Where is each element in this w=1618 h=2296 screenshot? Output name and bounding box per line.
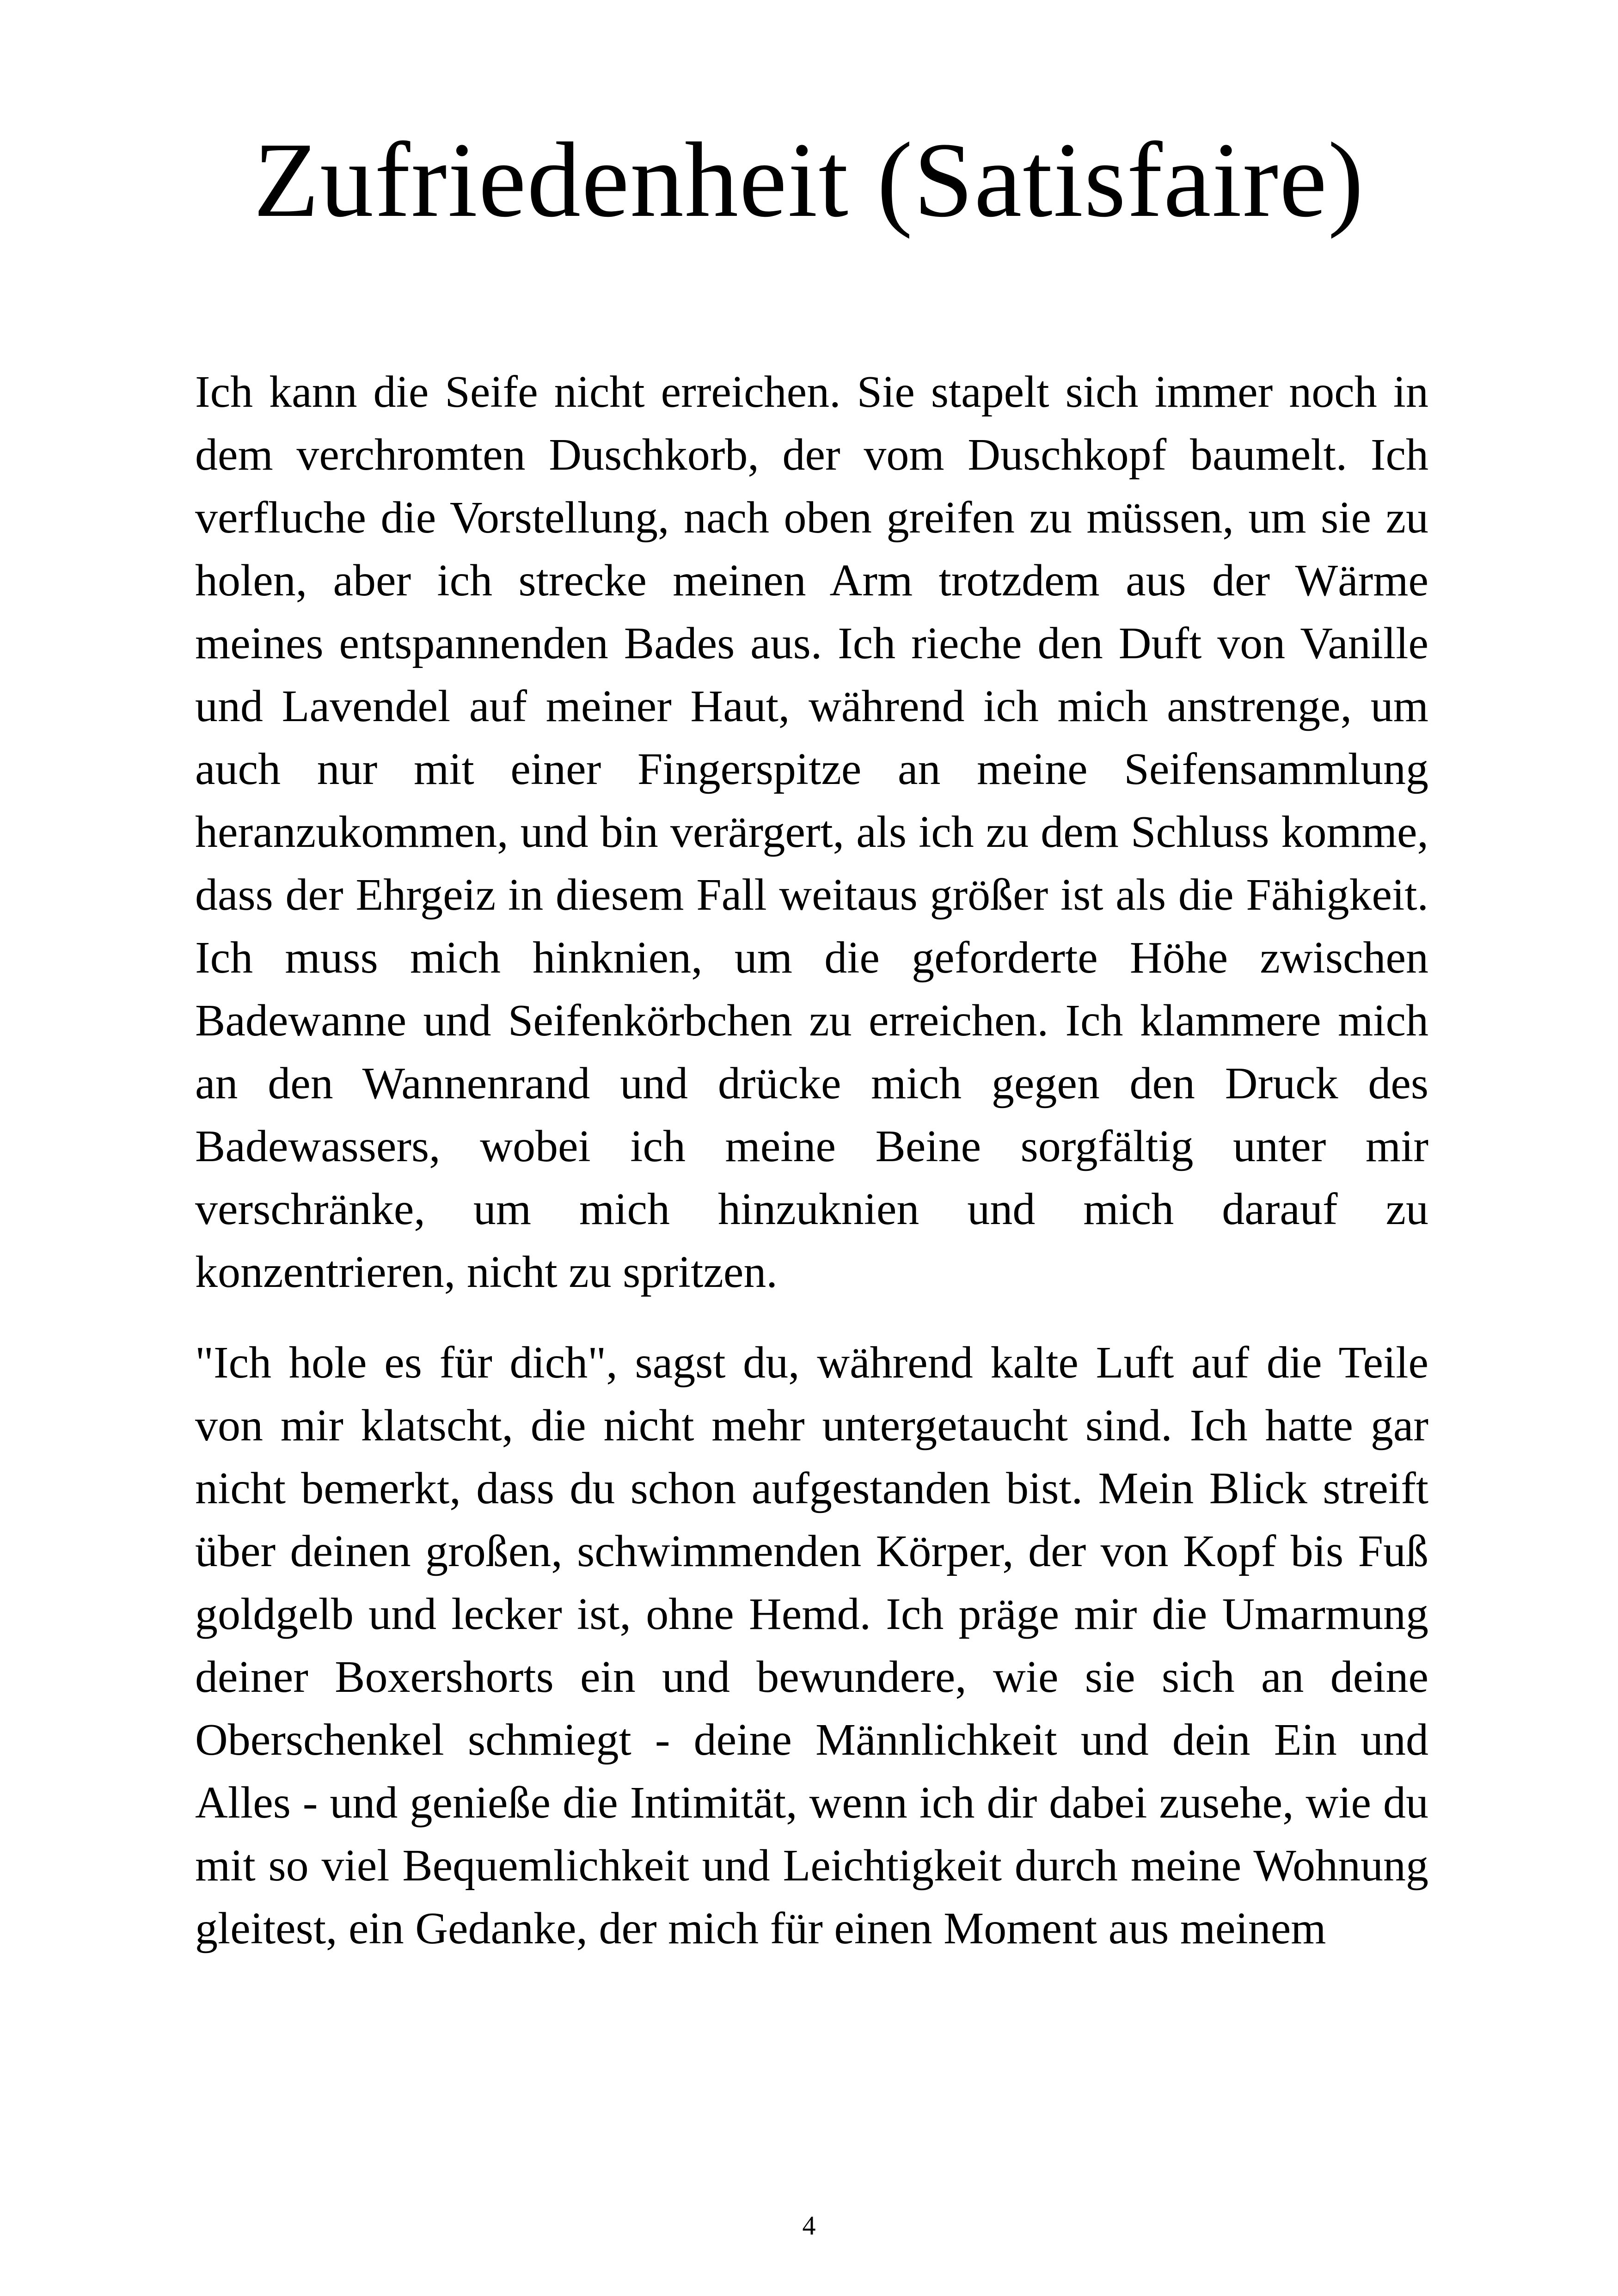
page-title: Zufriedenheit (Satisfaire) bbox=[253, 121, 1365, 239]
paragraph-2: "Ich hole es für dich", sagst du, während kalte Luft auf die Teile von mir klatscht, die nicht mehr untergetaucht sind. Ich hatte gar nicht bemerkt, dass du schon aufgestanden bist. Mein Blick streift über deinen großen, schwimmenden Körper, der von Kopf bis Fuß goldgelb und lecker ist, ohne Hemd. Ich präge mir die Umarmung deiner Boxershorts ein und bewundere, wie sie sich an deine Oberschenkel schmiegt - deine Männlichkeit und dein Ein und Alles - und genieße die Intimität, wenn ich dir dabei zusehe, wie du mit so viel Bequemlichkeit und Leichtigkeit durch meine Wohnung gleitest, ein Gedanke, der mich für einen Moment aus meinem bbox=[195, 1338, 1428, 1953]
paragraph-1: Ich kann die Seife nicht erreichen. Sie stapelt sich immer noch in dem verchromten Duschkorb, der vom Duschkopf baumelt. Ich verfluche die Vorstellung, nach oben greifen zu müssen, um sie zu holen, aber ich strecke meinen Arm trotzdem aus der Wärme meines entspannenden Bades aus. Ich rieche den Duft von Vanille und Lavendel auf meiner Haut, während ich mich anstrenge, um auch nur mit einer Fingerspitze an meine Seifensammlung heranzukommen, und bin verärgert, als ich zu dem Schluss komme, dass der Ehrgeiz in diesem Fall weitaus größer ist als die Fähigkeit. Ich muss mich hinknien, um die geforderte Höhe zwischen Badewanne und Seifenkörbchen zu erreichen. Ich klammere mich an den Wannenrand und drücke mich gegen den Druck des Badewassers, wobei ich meine Beine sorgfältig unter mir verschränke, um mich hinzuknien und mich darauf zu konzentrieren, nicht zu spritzen. bbox=[195, 367, 1428, 1297]
page-number: 4 bbox=[802, 2210, 816, 2241]
body-text bbox=[195, 361, 1428, 1960]
